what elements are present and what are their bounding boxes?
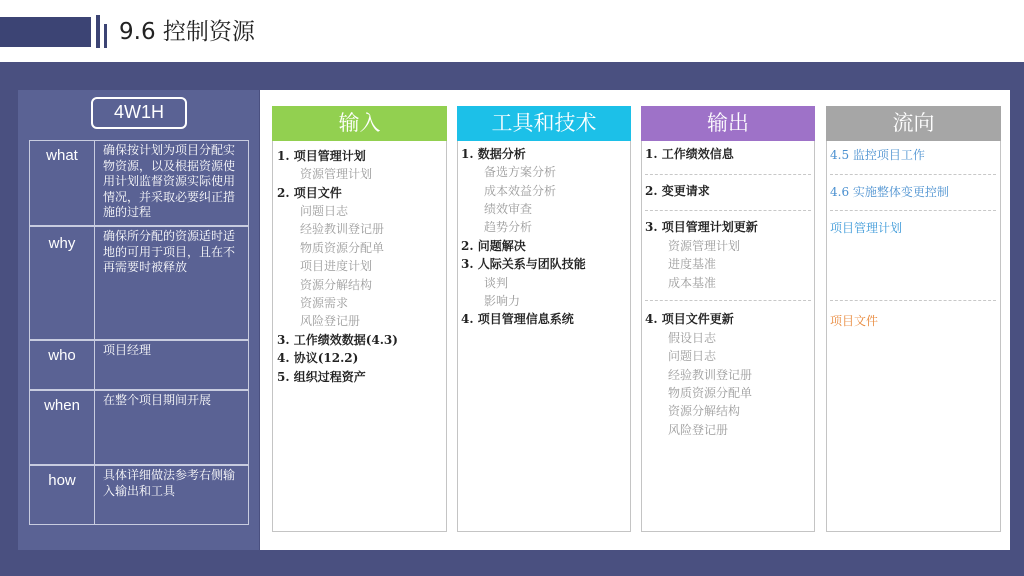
framework-row-what [29, 140, 249, 226]
output-item: 3. 项目管理计划更新 [645, 220, 758, 234]
input-subitem: 资源管理计划 [300, 167, 373, 181]
framework-key: why [30, 227, 95, 339]
framework-value: 在整个项目期间开展 [103, 393, 212, 407]
input-column-header: 输入 [272, 106, 447, 141]
tools-subitem: 谈判 [484, 276, 509, 290]
flow-link-monitor-work: 4.5 监控项目工作 [830, 148, 925, 162]
input-subitem: 物质资源分配单 [300, 241, 385, 255]
output-divider [645, 210, 811, 211]
framework-key: when [30, 391, 95, 464]
input-subitem: 问题日志 [300, 204, 349, 218]
input-subitem: 风险登记册 [300, 314, 361, 328]
output-subitem: 风险登记册 [668, 423, 729, 437]
header-accent-bar [0, 17, 91, 47]
output-item: 2. 变更请求 [645, 184, 710, 198]
header-divider-line [96, 15, 100, 48]
page-title: 9.6 控制资源 [119, 19, 255, 45]
framework-key: who [30, 341, 95, 389]
input-item: 4. 协议(12.2) [277, 351, 359, 365]
flow-link-change-control: 4.6 实施整体变更控制 [830, 185, 949, 199]
input-item: 2. 项目文件 [277, 186, 342, 200]
framework-row-how [29, 465, 249, 525]
output-item: 4. 项目文件更新 [645, 312, 734, 326]
output-column-header: 输出 [641, 106, 815, 141]
framework-title: 4W1H [91, 97, 187, 129]
output-item: 1. 工作绩效信息 [645, 147, 734, 161]
output-divider [645, 300, 811, 301]
flow-target-plan: 项目管理计划 [830, 221, 903, 235]
framework-value: 确保按计划为项目分配实物资源，以及根据资源使用计划监督资源实际使用情况，并采取必要纠正措施的过程 [103, 143, 236, 219]
output-subitem: 资源分解结构 [668, 404, 741, 418]
output-subitem: 假设日志 [668, 331, 717, 345]
flow-target-docs: 项目文件 [830, 314, 879, 328]
tools-item: 4. 项目管理信息系统 [461, 312, 574, 326]
input-item: 3. 工作绩效数据(4.3) [277, 333, 398, 347]
output-divider [645, 174, 811, 175]
framework-row-why [29, 226, 249, 340]
flow-divider [830, 210, 996, 211]
tools-column-header: 工具和技术 [457, 106, 631, 141]
output-subitem: 问题日志 [668, 349, 717, 363]
tools-subitem: 趋势分析 [484, 220, 533, 234]
flow-divider [830, 300, 996, 301]
tools-subitem: 备选方案分析 [484, 165, 557, 179]
flow-divider [830, 174, 996, 175]
input-subitem: 资源需求 [300, 296, 349, 310]
framework-value: 具体详细做法参考右侧输入输出和工具 [103, 468, 236, 498]
framework-value: 项目经理 [103, 343, 152, 357]
output-subitem: 资源管理计划 [668, 239, 741, 253]
input-subitem: 资源分解结构 [300, 278, 373, 292]
output-subitem: 物质资源分配单 [668, 386, 753, 400]
output-subitem: 经验教训登记册 [668, 368, 753, 382]
header-divider-line-short [104, 24, 107, 48]
tools-subitem: 成本效益分析 [484, 184, 557, 198]
input-item: 5. 组织过程资产 [277, 370, 366, 384]
output-subitem: 成本基准 [668, 276, 717, 290]
tools-item: 2. 问题解决 [461, 239, 526, 253]
tools-item: 3. 人际关系与团队技能 [461, 257, 586, 271]
tools-item: 1. 数据分析 [461, 147, 526, 161]
output-subitem: 进度基准 [668, 257, 717, 271]
input-item: 1. 项目管理计划 [277, 149, 366, 163]
framework-key: how [30, 466, 95, 524]
input-subitem: 项目进度计划 [300, 259, 373, 273]
framework-row-who [29, 340, 249, 390]
tools-subitem: 影响力 [484, 294, 521, 308]
tools-subitem: 绩效审查 [484, 202, 533, 216]
framework-value: 确保所分配的资源适时适地的可用于项目，且在不再需要时被释放 [103, 229, 236, 274]
input-subitem: 经验教训登记册 [300, 222, 385, 236]
flow-column-header: 流向 [826, 106, 1001, 141]
framework-row-when [29, 390, 249, 465]
framework-key: what [30, 141, 95, 225]
